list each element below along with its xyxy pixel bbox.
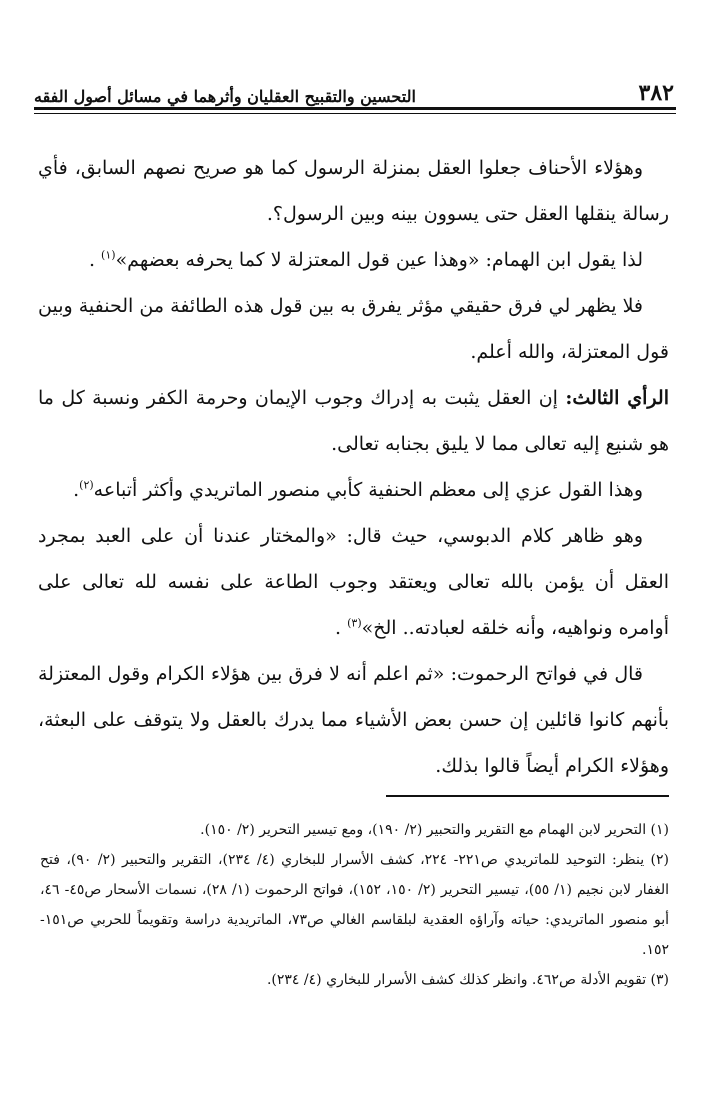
paragraph-2	[38, 237, 669, 283]
paragraph-4	[38, 375, 669, 467]
third-opinion-heading: الرأي الثالث:	[565, 387, 669, 409]
header-rule-thin	[34, 113, 676, 114]
footnote-ref-3: (٣)	[347, 616, 362, 630]
paragraph-1: وهؤلاء الأحناف جعلوا العقل بمنزلة الرسول كما هو صريح نصهم السابق، فأي رسالة ينقلها العقل حتى يسوون بينه وبين الرسول؟.	[38, 157, 669, 225]
paragraph-2-text: لذا يقول ابن الهمام: «وهذا عين قول المعتزلة لا كما يحرفه بعضهم»	[115, 249, 643, 271]
footnote-1: (١) التحرير لابن الهمام مع التقرير والتحبير (٢/ ١٩٠)، ومع تيسير التحرير (٢/ ١٥٠).	[200, 822, 669, 838]
footnote-ref-2: (٢)	[79, 478, 94, 492]
paragraph-5	[38, 467, 669, 513]
paragraph-2-end: .	[88, 249, 95, 271]
paragraph-3: فلا يظهر لي فرق حقيقي مؤثر يفرق به بين قول هذه الطائفة من الحنفية وبين قول المعتزلة، والله أعلم.	[38, 295, 669, 363]
running-header	[34, 76, 674, 106]
paragraph-6-end: .	[335, 617, 342, 639]
footnote-separator	[386, 795, 669, 797]
header-title: التحسين والتقبيح العقليان وأثرهما في مسائل أصول الفقه	[34, 87, 416, 106]
footnote-2: (٢) ينظر: التوحيد للماتريدي ص٢٢١- ٢٢٤، كشف الأسرار للبخاري (٤/ ٢٣٤)، التقرير والتحبير (٢/ ٩٠)، فتح الغفار لابن نجيم (١/ ٥٥)، تيسير التحرير (٢/ ١٥٠، ١٥٢)، فواتح الرحموت (١/ ٢٨)، نسمات الأسحار ص٤٥- ٤٦، أبو منصور الماتريدي: حياته وآراؤه العقدية لبلقاسم الغالي ص٧٣، الماتريدية دراسة وتقويماً للحربي ص١٥١- ١٥٢.	[40, 852, 670, 958]
paragraph-6-text: وهو ظاهر كلام الدبوسي، حيث قال: «والمختار عندنا أن على العبد بمجرد العقل أن يؤمن بالله تعالى ويعتقد وجوب الطاعة على نفسه لله تعالى على أوامره ونواهيه، وأنه خلقه لعبادته.. الخ»	[38, 525, 669, 639]
footnotes	[40, 815, 669, 995]
paragraph-5-text: وهذا القول عزي إلى معظم الحنفية كأبي منصور الماتريدي وأكثر أتباعه	[93, 479, 643, 501]
paragraph-4-text: إن العقل يثبت به إدراك وجوب الإيمان وحرمة الكفر ونسبة كل ما هو شنيع إليه تعالى مما لا يليق بجنابه تعالى.	[38, 387, 669, 455]
paragraph-6	[38, 513, 669, 651]
header-rule-thick	[34, 107, 676, 110]
paragraph-7: قال في فواتح الرحموت: «ثم اعلم أنه لا فرق بين هؤلاء الكرام وقول المعتزلة بأنهم كانوا قائلين إن حسن بعض الأشياء مما يدرك بالعقل ولا يتوقف على البعثة، وهؤلاء الكرام أيضاً قالوا بذلك.	[38, 663, 669, 777]
footnote-ref-1: (١)	[101, 248, 116, 262]
footnote-3: (٣) تقويم الأدلة ص٤٦٢. وانظر كذلك كشف الأسرار للبخاري (٤/ ٢٣٤).	[266, 972, 669, 988]
page-number: ٣٨٢	[638, 80, 674, 106]
paragraph-5-end: .	[73, 479, 80, 501]
body-text	[38, 145, 669, 789]
